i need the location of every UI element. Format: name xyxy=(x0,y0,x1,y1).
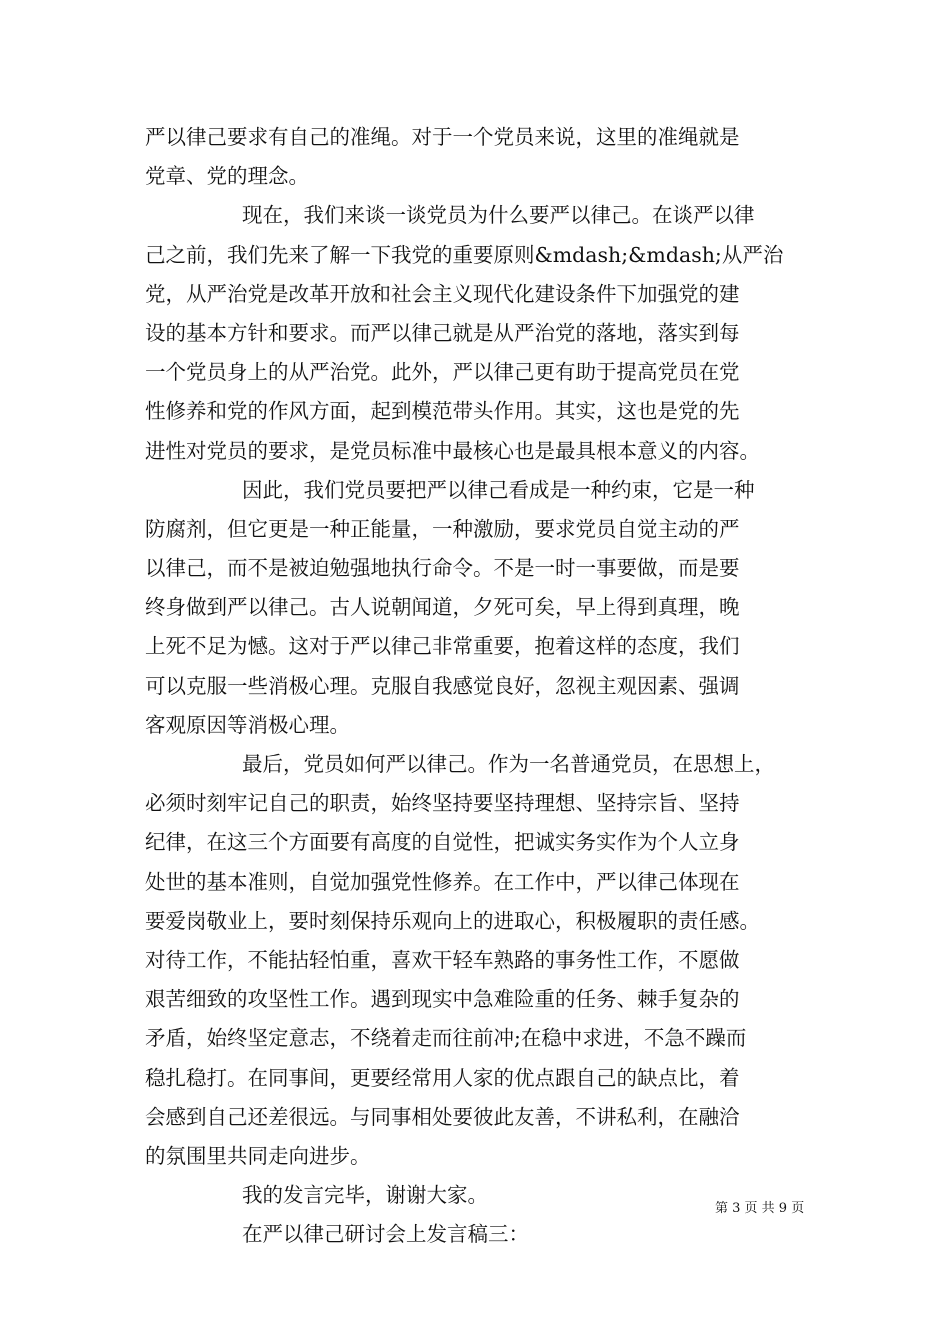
page-number: 第 3 页 共 9 页 xyxy=(715,1201,805,1216)
text-line: 的氛围里共同走向进步。 xyxy=(145,1143,371,1168)
text-line: 会感到自己还差很远。与同事相处要彼此友善，不讲私利，在融洽 xyxy=(145,1104,740,1129)
text-line: 现在，我们来谈一谈党员为什么要严以律己。在谈严以律 xyxy=(242,203,755,228)
text-line: 客观原因等消极心理。 xyxy=(145,712,350,737)
text-line: 终身做到严以律己。古人说朝闻道，夕死可矣，早上得到真理，晚 xyxy=(145,595,740,620)
text-line: 可以克服一些消极心理。克服自我感觉良好，忽视主观因素、强调 xyxy=(145,673,740,698)
text-line: 防腐剂，但它更是一种正能量，一种激励，要求党员自觉主动的严 xyxy=(145,516,740,541)
paragraph-5 xyxy=(145,1176,810,1215)
text-line: 必须时刻牢记自己的职责，始终坚持要坚持理想、坚持宗旨、坚持 xyxy=(145,791,740,816)
text-line: 因此，我们党员要把严以律己看成是一种约束，它是一种 xyxy=(242,477,755,502)
paragraph-4 xyxy=(145,745,810,1176)
text-line: 性修养和党的作风方面，起到模范带头作用。其实，这也是党的先 xyxy=(145,399,740,424)
text-line: 以律己，而不是被迫勉强地执行命令。不是一时一事要做，而是要 xyxy=(145,556,740,581)
text-line: 党章、党的理念。 xyxy=(145,164,309,189)
paragraph-2 xyxy=(145,196,810,470)
text-line: 矛盾，始终坚定意志，不绕着走而往前冲;在稳中求进，不急不躁而 xyxy=(145,1026,747,1051)
text-line: 己之前，我们先来了解一下我党的重要原则&mdash;&mdash;从严治 xyxy=(145,242,784,267)
text-line: 稳扎稳打。在同事间，更要经常用人家的优点跟自己的缺点比，着 xyxy=(145,1065,740,1090)
text-line: 艰苦细致的攻坚性工作。遇到现实中急难险重的任务、棘手复杂的 xyxy=(145,987,740,1012)
text-line: 要爱岗敬业上，要时刻保持乐观向上的进取心，积极履职的责任感。 xyxy=(145,908,760,933)
paragraph-3 xyxy=(145,471,810,745)
text-line: 对待工作，不能拈轻怕重，喜欢干轻车熟路的事务性工作，不愿做 xyxy=(145,947,740,972)
text-line: 党，从严治党是改革开放和社会主义现代化建设条件下加强党的建 xyxy=(145,281,740,306)
text-line: 最后，党员如何严以律己。作为一名普通党员，在思想上， xyxy=(242,752,775,776)
text-line: 在严以律己研讨会上发言稿三： xyxy=(242,1222,529,1247)
text-line: 处世的基本准则，自觉加强党性修养。在工作中，严以律己体现在 xyxy=(145,869,740,894)
text-line: 上死不足为憾。这对于严以律己非常重要，抱着这样的态度，我们 xyxy=(145,634,740,659)
text-line: 严以律己要求有自己的准绳。对于一个党员来说，这里的准绳就是 xyxy=(145,125,740,149)
paragraph-1 xyxy=(145,118,810,196)
text-line: 一个党员身上的从严治党。此外，严以律己更有助于提高党员在党 xyxy=(145,360,740,385)
text-line: 我的发言完毕，谢谢大家。 xyxy=(242,1183,488,1208)
text-line: 设的基本方针和要求。而严以律己就是从严治党的落地，落实到每 xyxy=(145,320,740,345)
paragraph-6 xyxy=(145,1215,810,1254)
text-line: 纪律，在这三个方面要有高度的自觉性，把诚实务实作为个人立身 xyxy=(145,830,740,855)
text-line: 进性对党员的要求，是党员标准中最核心也是最具根本意义的内容。 xyxy=(145,438,760,463)
document-body xyxy=(145,118,810,1254)
